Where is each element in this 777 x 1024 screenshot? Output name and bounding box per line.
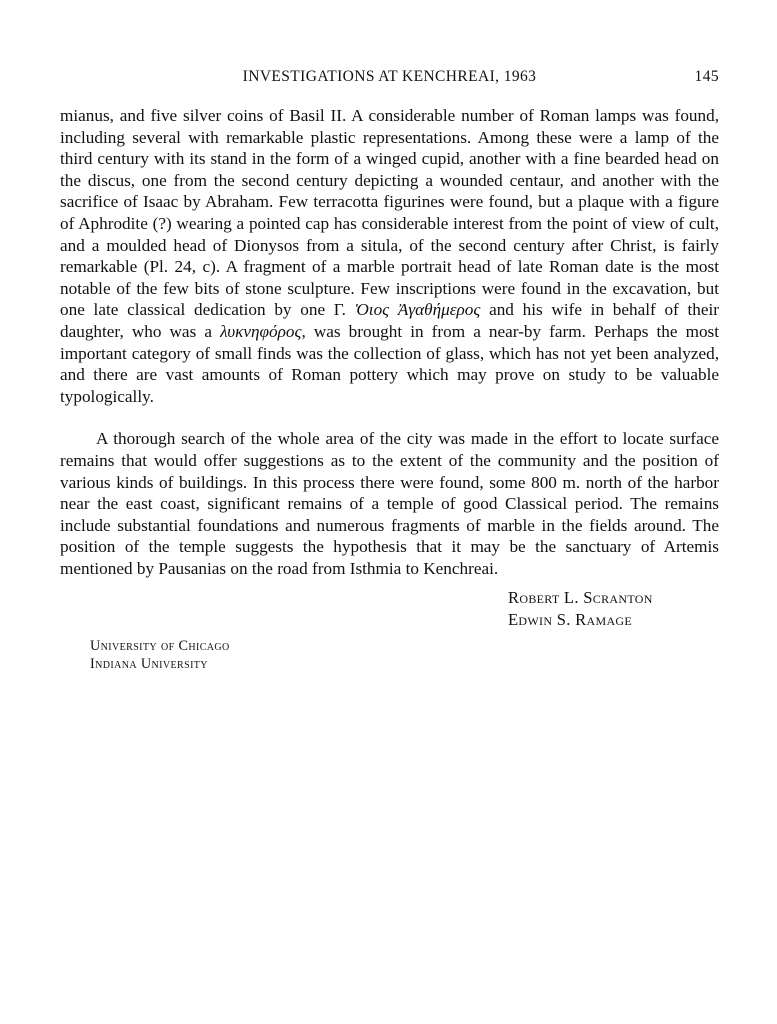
paragraph-1 bbox=[60, 105, 719, 407]
author-affiliations bbox=[90, 637, 719, 673]
running-head bbox=[60, 68, 719, 92]
greek-dedicant-name: Ὁιος Ἀγαθήμερος bbox=[354, 300, 481, 320]
affiliation: Indiana University bbox=[90, 656, 208, 673]
author-name: Robert L. Scranton bbox=[508, 588, 653, 608]
affiliation: University of Chicago bbox=[90, 638, 230, 655]
paragraph-1-text-a: mianus, and five silver coins of Basil II. A considerable number of Roman lamps was found, including several with remarkable plastic representations. Among these were a lamp of the third century with its stand in the form of a winged cupid, another with a fine bearded head on the discus, one from the second century depicting a wounded centaur, and another with the sacrifice of Isaac by Abraham. Few terracotta figurines were found, but a plaque with a figure of Aphrodite (?) wearing a pointed cap has considerable interest from the point of view of cult, and a moulded head of Dionysos from a situla, of the second century after Christ, is fairly remarkable (Pl. 24, c). A fragment of a marble portrait head of late Roman date is the most notable of the few bits of stone sculpture. Few inscriptions were found in the excavation, but one late classical dedication by one Γ. bbox=[60, 106, 719, 320]
page-number: 145 bbox=[694, 68, 719, 85]
greek-title-word: λυκνηφόρος bbox=[220, 321, 302, 341]
page bbox=[60, 68, 719, 673]
paragraph-1-text-b: and his wife in behalf of their daughter, who was a bbox=[60, 300, 719, 341]
body-text bbox=[60, 105, 719, 579]
author-name: Edwin S. Ramage bbox=[508, 610, 633, 630]
paragraph-1-text-c: , was brought in from a near-by farm. Perhaps the most important category of small finds was the collection of glass, which has not yet been analyzed, and there are vast amounts of Roman pottery which may prove on study to be valuable typologically. bbox=[60, 321, 720, 406]
author-signatures bbox=[508, 587, 719, 631]
running-title: INVESTIGATIONS AT KENCHREAI, 1963 bbox=[242, 68, 537, 85]
paragraph-2: A thorough search of the whole area of the city was made in the effort to locate surface remains that would offer suggestions as to the extent of the community and the position of various kinds of buildings. In this process there were found, some 800 m. north of the harbor near the east coast, significant remains of a temple of good Classical period. The remains include substantial foundations and numerous fragments of marble in the fields around. The position of the temple suggests the hypothesis that it may be the sanctuary of Artemis mentioned by Pausanias on the road from Isthmia to Kenchreai. bbox=[60, 429, 719, 578]
